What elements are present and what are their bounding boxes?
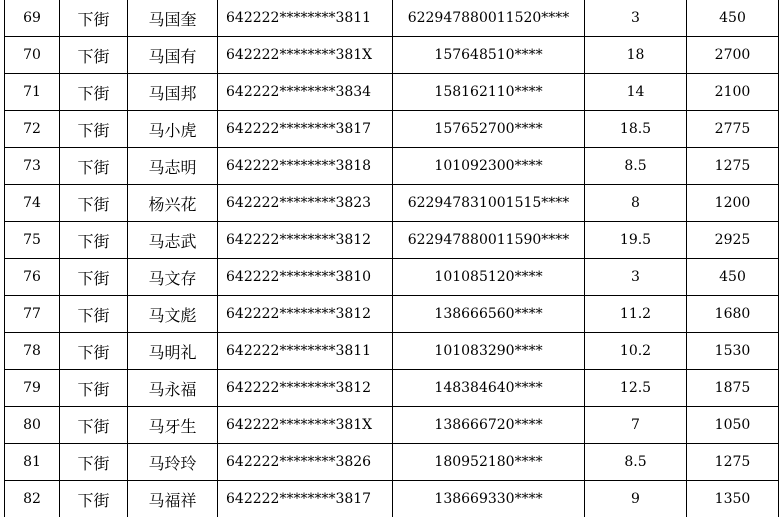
name-cell: 马文彪 bbox=[128, 296, 218, 333]
amount-cell: 450 bbox=[687, 0, 779, 37]
account-number-cell: 101092300**** bbox=[393, 148, 585, 185]
id-number-cell: 642222********3817 bbox=[218, 481, 393, 518]
account-number-cell: 101083290**** bbox=[393, 333, 585, 370]
table-row bbox=[5, 37, 779, 74]
id-number-cell: 642222********3811 bbox=[218, 0, 393, 37]
name-cell: 马牙生 bbox=[128, 407, 218, 444]
id-number-cell: 642222********381X bbox=[218, 407, 393, 444]
amount-cell: 450 bbox=[687, 259, 779, 296]
table-row bbox=[5, 296, 779, 333]
area-cell: 3 bbox=[585, 259, 687, 296]
table-row bbox=[5, 148, 779, 185]
row-number-cell: 73 bbox=[5, 148, 60, 185]
amount-cell: 1530 bbox=[687, 333, 779, 370]
area-cell: 12.5 bbox=[585, 370, 687, 407]
village-cell: 下街 bbox=[60, 0, 128, 37]
village-cell: 下街 bbox=[60, 370, 128, 407]
village-cell: 下街 bbox=[60, 333, 128, 370]
account-number-cell: 138669330**** bbox=[393, 481, 585, 518]
village-cell: 下街 bbox=[60, 185, 128, 222]
table-row bbox=[5, 74, 779, 111]
id-number-cell: 642222********3811 bbox=[218, 333, 393, 370]
account-number-cell: 622947880011590**** bbox=[393, 222, 585, 259]
name-cell: 马明礼 bbox=[128, 333, 218, 370]
table-row bbox=[5, 333, 779, 370]
amount-cell: 1680 bbox=[687, 296, 779, 333]
name-cell: 马福祥 bbox=[128, 481, 218, 518]
area-cell: 10.2 bbox=[585, 333, 687, 370]
account-number-cell: 148384640**** bbox=[393, 370, 585, 407]
area-cell: 3 bbox=[585, 0, 687, 37]
account-number-cell: 622947831001515**** bbox=[393, 185, 585, 222]
id-number-cell: 642222********3812 bbox=[218, 296, 393, 333]
account-number-cell: 622947880011520**** bbox=[393, 0, 585, 37]
row-number-cell: 71 bbox=[5, 74, 60, 111]
area-cell: 14 bbox=[585, 74, 687, 111]
table-row bbox=[5, 481, 779, 518]
area-cell: 8 bbox=[585, 185, 687, 222]
table-row bbox=[5, 259, 779, 296]
amount-cell: 1875 bbox=[687, 370, 779, 407]
row-number-cell: 80 bbox=[5, 407, 60, 444]
account-number-cell: 180952180**** bbox=[393, 444, 585, 481]
account-number-cell: 157652700**** bbox=[393, 111, 585, 148]
row-number-cell: 75 bbox=[5, 222, 60, 259]
village-cell: 下街 bbox=[60, 407, 128, 444]
amount-cell: 2100 bbox=[687, 74, 779, 111]
name-cell: 马志明 bbox=[128, 148, 218, 185]
village-cell: 下街 bbox=[60, 37, 128, 74]
row-number-cell: 78 bbox=[5, 333, 60, 370]
table-row bbox=[5, 0, 779, 37]
name-cell: 马永福 bbox=[128, 370, 218, 407]
id-number-cell: 642222********3812 bbox=[218, 222, 393, 259]
name-cell: 马文存 bbox=[128, 259, 218, 296]
village-cell: 下街 bbox=[60, 74, 128, 111]
row-number-cell: 81 bbox=[5, 444, 60, 481]
area-cell: 7 bbox=[585, 407, 687, 444]
name-cell: 马小虎 bbox=[128, 111, 218, 148]
id-number-cell: 642222********3810 bbox=[218, 259, 393, 296]
data-table bbox=[4, 0, 779, 517]
area-cell: 11.2 bbox=[585, 296, 687, 333]
village-cell: 下街 bbox=[60, 148, 128, 185]
account-number-cell: 157648510**** bbox=[393, 37, 585, 74]
row-number-cell: 74 bbox=[5, 185, 60, 222]
amount-cell: 2700 bbox=[687, 37, 779, 74]
row-number-cell: 72 bbox=[5, 111, 60, 148]
row-number-cell: 82 bbox=[5, 481, 60, 518]
village-cell: 下街 bbox=[60, 444, 128, 481]
amount-cell: 1275 bbox=[687, 148, 779, 185]
id-number-cell: 642222********3812 bbox=[218, 370, 393, 407]
account-number-cell: 138666720**** bbox=[393, 407, 585, 444]
area-cell: 8.5 bbox=[585, 444, 687, 481]
id-number-cell: 642222********3834 bbox=[218, 74, 393, 111]
amount-cell: 2925 bbox=[687, 222, 779, 259]
area-cell: 8.5 bbox=[585, 148, 687, 185]
area-cell: 18.5 bbox=[585, 111, 687, 148]
amount-cell: 2775 bbox=[687, 111, 779, 148]
account-number-cell: 138666560**** bbox=[393, 296, 585, 333]
village-cell: 下街 bbox=[60, 111, 128, 148]
amount-cell: 1050 bbox=[687, 407, 779, 444]
village-cell: 下街 bbox=[60, 296, 128, 333]
name-cell: 马国邦 bbox=[128, 74, 218, 111]
amount-cell: 1200 bbox=[687, 185, 779, 222]
area-cell: 9 bbox=[585, 481, 687, 518]
name-cell: 马国奎 bbox=[128, 0, 218, 37]
table-row bbox=[5, 444, 779, 481]
row-number-cell: 70 bbox=[5, 37, 60, 74]
account-number-cell: 101085120**** bbox=[393, 259, 585, 296]
id-number-cell: 642222********3817 bbox=[218, 111, 393, 148]
area-cell: 19.5 bbox=[585, 222, 687, 259]
village-cell: 下街 bbox=[60, 259, 128, 296]
amount-cell: 1350 bbox=[687, 481, 779, 518]
table-row bbox=[5, 222, 779, 259]
village-cell: 下街 bbox=[60, 222, 128, 259]
table-row bbox=[5, 407, 779, 444]
area-cell: 18 bbox=[585, 37, 687, 74]
account-number-cell: 158162110**** bbox=[393, 74, 585, 111]
id-number-cell: 642222********3818 bbox=[218, 148, 393, 185]
name-cell: 马志武 bbox=[128, 222, 218, 259]
row-number-cell: 69 bbox=[5, 0, 60, 37]
id-number-cell: 642222********381X bbox=[218, 37, 393, 74]
row-number-cell: 76 bbox=[5, 259, 60, 296]
amount-cell: 1275 bbox=[687, 444, 779, 481]
name-cell: 马玲玲 bbox=[128, 444, 218, 481]
name-cell: 杨兴花 bbox=[128, 185, 218, 222]
village-cell: 下街 bbox=[60, 481, 128, 518]
table-body bbox=[5, 0, 779, 517]
row-number-cell: 77 bbox=[5, 296, 60, 333]
name-cell: 马国有 bbox=[128, 37, 218, 74]
id-number-cell: 642222********3826 bbox=[218, 444, 393, 481]
row-number-cell: 79 bbox=[5, 370, 60, 407]
table-row bbox=[5, 111, 779, 148]
table-row bbox=[5, 185, 779, 222]
id-number-cell: 642222********3823 bbox=[218, 185, 393, 222]
table-row bbox=[5, 370, 779, 407]
